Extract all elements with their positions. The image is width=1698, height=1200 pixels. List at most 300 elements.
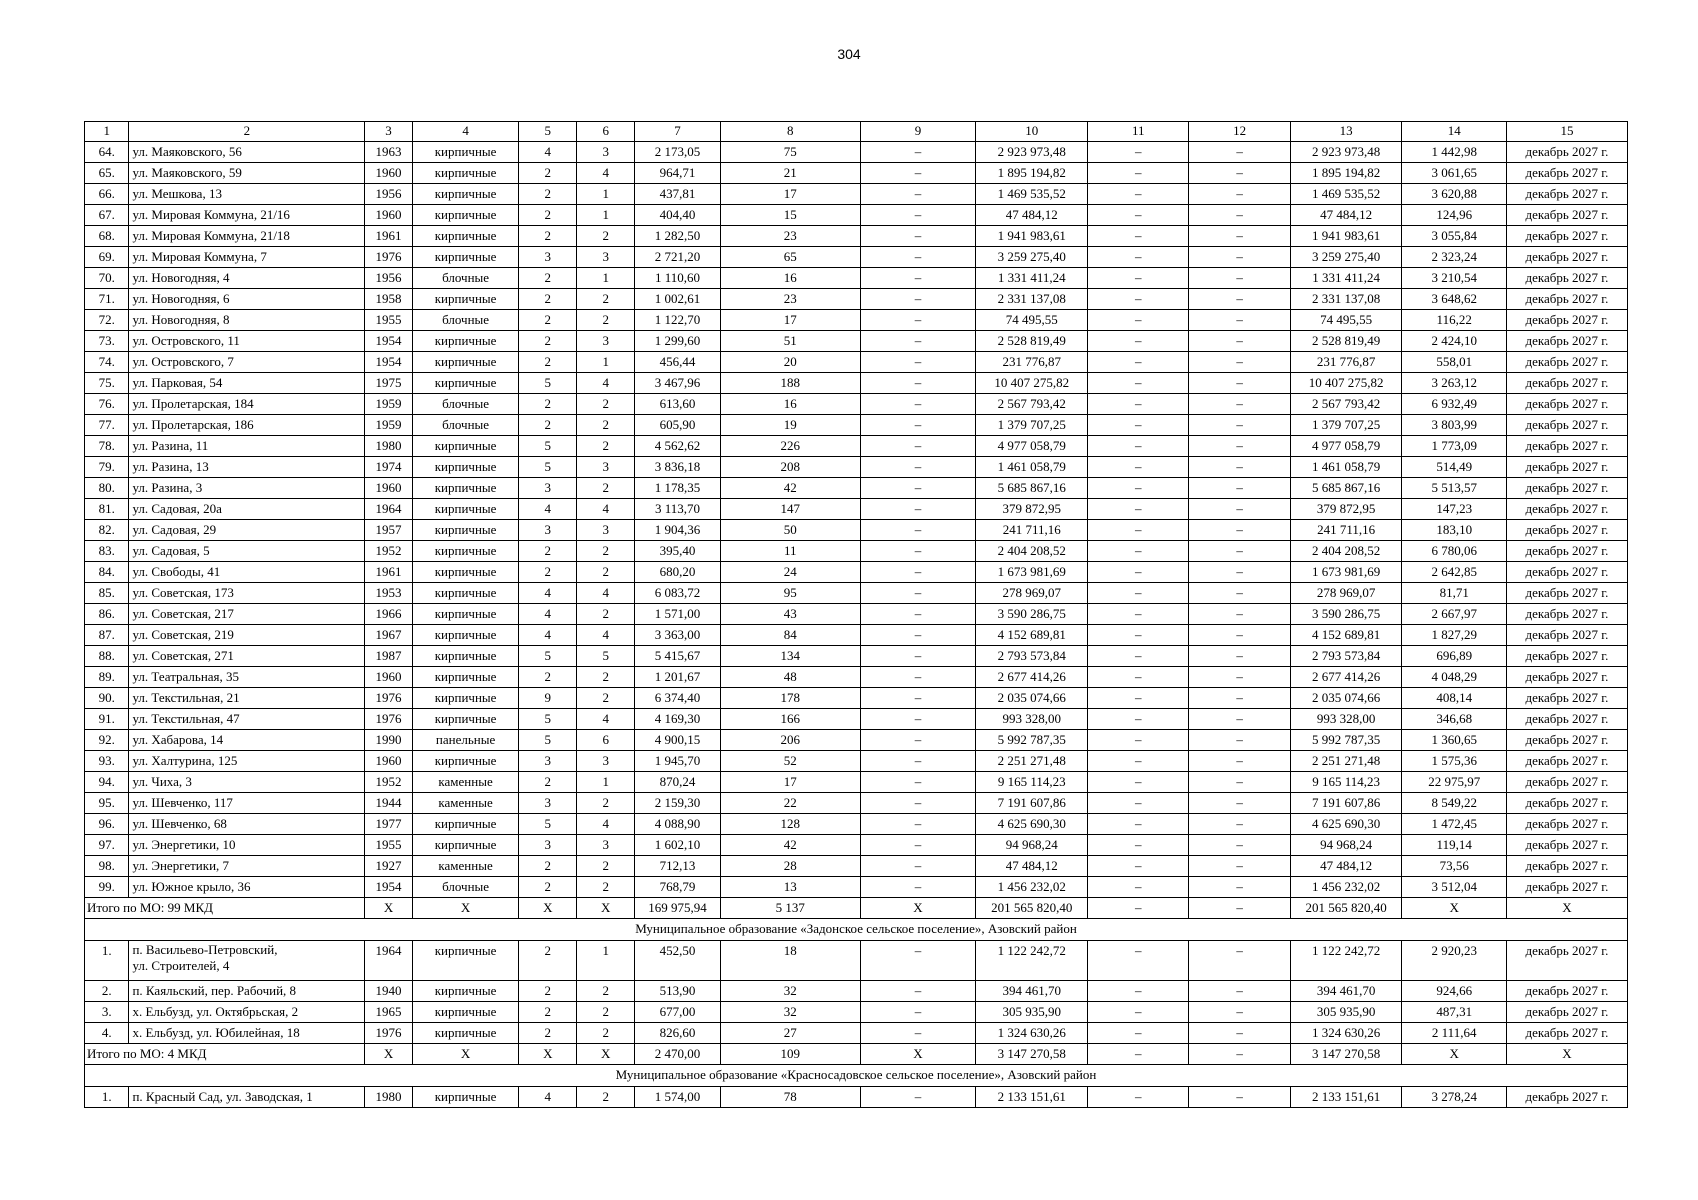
year-cell: 1959 bbox=[365, 415, 413, 436]
residents-cell: 208 bbox=[720, 457, 860, 478]
col11-cell: – bbox=[1088, 709, 1189, 730]
total-cost-cell: 1 379 707,25 bbox=[976, 415, 1088, 436]
total-cost-cell: 2 404 208,52 bbox=[976, 541, 1088, 562]
cost-per-m2-cell: X bbox=[1402, 898, 1506, 919]
col11-cell: – bbox=[1088, 163, 1189, 184]
floors-cell: 4 bbox=[519, 1087, 577, 1108]
deadline-cell: декабрь 2027 г. bbox=[1506, 814, 1627, 835]
total-cost-cell: 379 872,95 bbox=[976, 499, 1088, 520]
col9-cell: – bbox=[860, 772, 976, 793]
fund-cost-cell: 379 872,95 bbox=[1290, 499, 1402, 520]
col9-cell: – bbox=[860, 289, 976, 310]
address-cell: ул. Мировая Коммуна, 7 bbox=[129, 247, 365, 268]
col12-cell: – bbox=[1189, 941, 1290, 981]
entrances-cell: 2 bbox=[577, 478, 635, 499]
area-cell: 605,90 bbox=[635, 415, 721, 436]
table-row bbox=[85, 835, 1628, 856]
cost-per-m2-cell: 73,56 bbox=[1402, 856, 1506, 877]
wall-material-cell: кирпичные bbox=[412, 520, 519, 541]
col11-cell: – bbox=[1088, 625, 1189, 646]
col11-cell: – bbox=[1088, 877, 1189, 898]
cost-per-m2-cell: 81,71 bbox=[1402, 583, 1506, 604]
deadline-cell: декабрь 2027 г. bbox=[1506, 163, 1627, 184]
col9-cell: – bbox=[860, 751, 976, 772]
cost-per-m2-cell: 147,23 bbox=[1402, 499, 1506, 520]
cost-per-m2-cell: 2 667,97 bbox=[1402, 604, 1506, 625]
fund-cost-cell: 3 590 286,75 bbox=[1290, 604, 1402, 625]
col12-cell: – bbox=[1189, 856, 1290, 877]
fund-cost-cell: 3 259 275,40 bbox=[1290, 247, 1402, 268]
wall-material-cell: кирпичные bbox=[412, 814, 519, 835]
col9-cell: – bbox=[860, 941, 976, 981]
address-cell: ул. Пролетарская, 184 bbox=[129, 394, 365, 415]
residents-cell: 32 bbox=[720, 1002, 860, 1023]
residents-cell: 23 bbox=[720, 226, 860, 247]
col12-cell: – bbox=[1189, 457, 1290, 478]
fund-cost-cell: 2 567 793,42 bbox=[1290, 394, 1402, 415]
floors-cell: X bbox=[519, 1044, 577, 1065]
floors-cell: 2 bbox=[519, 394, 577, 415]
area-cell: 677,00 bbox=[635, 1002, 721, 1023]
total-cost-cell: 1 469 535,52 bbox=[976, 184, 1088, 205]
residents-cell: 166 bbox=[720, 709, 860, 730]
section-heading-c bbox=[85, 1065, 1628, 1087]
address-cell: ул. Маяковского, 59 bbox=[129, 163, 365, 184]
table-row bbox=[85, 814, 1628, 835]
col11-cell: – bbox=[1088, 583, 1189, 604]
entrances-cell: 4 bbox=[577, 814, 635, 835]
col12-cell: – bbox=[1189, 604, 1290, 625]
deadline-cell: декабрь 2027 г. bbox=[1506, 877, 1627, 898]
residents-cell: 16 bbox=[720, 394, 860, 415]
col11-cell: – bbox=[1088, 688, 1189, 709]
entrances-cell: 2 bbox=[577, 856, 635, 877]
area-cell: 1 602,10 bbox=[635, 835, 721, 856]
year-cell: 1960 bbox=[365, 667, 413, 688]
wall-material-cell: кирпичные bbox=[412, 941, 519, 981]
residents-cell: 42 bbox=[720, 478, 860, 499]
entrances-cell: 4 bbox=[577, 163, 635, 184]
deadline-cell: декабрь 2027 г. bbox=[1506, 835, 1627, 856]
year-cell: 1952 bbox=[365, 541, 413, 562]
col11-cell: – bbox=[1088, 814, 1189, 835]
total-cost-cell: 4 625 690,30 bbox=[976, 814, 1088, 835]
area-cell: 6 083,72 bbox=[635, 583, 721, 604]
wall-material-cell: X bbox=[412, 898, 519, 919]
wall-material-cell: кирпичные bbox=[412, 478, 519, 499]
fund-cost-cell: 1 469 535,52 bbox=[1290, 184, 1402, 205]
deadline-cell: декабрь 2027 г. bbox=[1506, 688, 1627, 709]
cost-per-m2-cell: 2 323,24 bbox=[1402, 247, 1506, 268]
col12-cell: – bbox=[1189, 373, 1290, 394]
year-cell: 1987 bbox=[365, 646, 413, 667]
col9-cell: – bbox=[860, 499, 976, 520]
table-row bbox=[85, 583, 1628, 604]
row-number-cell: 88. bbox=[85, 646, 129, 667]
deadline-cell: декабрь 2027 г. bbox=[1506, 331, 1627, 352]
area-cell: 712,13 bbox=[635, 856, 721, 877]
deadline-cell: декабрь 2027 г. bbox=[1506, 941, 1627, 981]
total-cost-cell: 2 793 573,84 bbox=[976, 646, 1088, 667]
address-cell: ул. Маяковского, 56 bbox=[129, 142, 365, 163]
col9-cell: – bbox=[860, 583, 976, 604]
fund-cost-cell: 4 625 690,30 bbox=[1290, 814, 1402, 835]
entrances-cell: 4 bbox=[577, 373, 635, 394]
column-number-header: 1 bbox=[85, 122, 129, 142]
wall-material-cell: кирпичные bbox=[412, 184, 519, 205]
row-number-cell: 68. bbox=[85, 226, 129, 247]
area-cell: 169 975,94 bbox=[635, 898, 721, 919]
col12-cell: – bbox=[1189, 247, 1290, 268]
residents-cell: 27 bbox=[720, 1023, 860, 1044]
col9-cell: – bbox=[860, 562, 976, 583]
column-number-header: 5 bbox=[519, 122, 577, 142]
entrances-cell: 2 bbox=[577, 541, 635, 562]
row-number-cell: 84. bbox=[85, 562, 129, 583]
col12-cell: – bbox=[1189, 1023, 1290, 1044]
col12-cell: – bbox=[1189, 835, 1290, 856]
total-cost-cell: 2 331 137,08 bbox=[976, 289, 1088, 310]
entrances-cell: 2 bbox=[577, 793, 635, 814]
address-cell: ул. Мировая Коммуна, 21/16 bbox=[129, 205, 365, 226]
address-cell: ул. Свободы, 41 bbox=[129, 562, 365, 583]
table-row bbox=[85, 499, 1628, 520]
area-cell: 1 201,67 bbox=[635, 667, 721, 688]
address-cell bbox=[129, 941, 365, 981]
wall-material-cell: блочные bbox=[412, 877, 519, 898]
deadline-cell: декабрь 2027 г. bbox=[1506, 184, 1627, 205]
col11-cell: – bbox=[1088, 772, 1189, 793]
col9-cell: – bbox=[860, 205, 976, 226]
deadline-cell: декабрь 2027 г. bbox=[1506, 478, 1627, 499]
col9-cell: – bbox=[860, 667, 976, 688]
total-cost-cell: 2 251 271,48 bbox=[976, 751, 1088, 772]
area-cell: 680,20 bbox=[635, 562, 721, 583]
section-title-cell: Муниципальное образование «Задонское сельское поселение», Азовский район bbox=[85, 919, 1628, 941]
deadline-cell: декабрь 2027 г. bbox=[1506, 457, 1627, 478]
col12-cell: – bbox=[1189, 268, 1290, 289]
residents-cell: 206 bbox=[720, 730, 860, 751]
cost-per-m2-cell: 514,49 bbox=[1402, 457, 1506, 478]
row-number-cell: 90. bbox=[85, 688, 129, 709]
col12-cell: – bbox=[1189, 898, 1290, 919]
row-number-cell: 87. bbox=[85, 625, 129, 646]
floors-cell: 2 bbox=[519, 205, 577, 226]
col12-cell: – bbox=[1189, 709, 1290, 730]
address-cell: ул. Энергетики, 7 bbox=[129, 856, 365, 877]
entrances-cell: 2 bbox=[577, 226, 635, 247]
residents-cell: 43 bbox=[720, 604, 860, 625]
deadline-cell: декабрь 2027 г. bbox=[1506, 772, 1627, 793]
deadline-cell: декабрь 2027 г. bbox=[1506, 793, 1627, 814]
residents-cell: 42 bbox=[720, 835, 860, 856]
year-cell: 1976 bbox=[365, 1023, 413, 1044]
column-number-header: 11 bbox=[1088, 122, 1189, 142]
wall-material-cell: кирпичные bbox=[412, 226, 519, 247]
total-row-a bbox=[85, 898, 1628, 919]
cost-per-m2-cell: 924,66 bbox=[1402, 981, 1506, 1002]
table-row bbox=[85, 562, 1628, 583]
year-cell: 1940 bbox=[365, 981, 413, 1002]
floors-cell: 4 bbox=[519, 499, 577, 520]
col11-cell: – bbox=[1088, 436, 1189, 457]
fund-cost-cell: 305 935,90 bbox=[1290, 1002, 1402, 1023]
fund-cost-cell: 47 484,12 bbox=[1290, 856, 1402, 877]
residents-cell: 17 bbox=[720, 184, 860, 205]
cost-per-m2-cell: 1 472,45 bbox=[1402, 814, 1506, 835]
column-number-header: 3 bbox=[365, 122, 413, 142]
col9-cell: – bbox=[860, 856, 976, 877]
col9-cell: – bbox=[860, 331, 976, 352]
cost-per-m2-cell: 116,22 bbox=[1402, 310, 1506, 331]
table-row bbox=[85, 981, 1628, 1002]
col11-cell: – bbox=[1088, 1023, 1189, 1044]
residents-cell: 226 bbox=[720, 436, 860, 457]
cost-per-m2-cell: 696,89 bbox=[1402, 646, 1506, 667]
table-row bbox=[85, 142, 1628, 163]
fund-cost-cell: 94 968,24 bbox=[1290, 835, 1402, 856]
residents-cell: 65 bbox=[720, 247, 860, 268]
col12-cell: – bbox=[1189, 499, 1290, 520]
fund-cost-cell: 1 895 194,82 bbox=[1290, 163, 1402, 184]
year-cell: 1961 bbox=[365, 226, 413, 247]
deadline-cell: декабрь 2027 г. bbox=[1506, 415, 1627, 436]
col12-cell: – bbox=[1189, 163, 1290, 184]
entrances-cell: 1 bbox=[577, 352, 635, 373]
col12-cell: – bbox=[1189, 205, 1290, 226]
cost-per-m2-cell: 3 803,99 bbox=[1402, 415, 1506, 436]
residents-cell: 134 bbox=[720, 646, 860, 667]
fund-cost-cell: 1 331 411,24 bbox=[1290, 268, 1402, 289]
total-cost-cell: 1 456 232,02 bbox=[976, 877, 1088, 898]
col9-cell: – bbox=[860, 373, 976, 394]
deadline-cell: декабрь 2027 г. bbox=[1506, 268, 1627, 289]
floors-cell: 4 bbox=[519, 142, 577, 163]
row-number-cell: 70. bbox=[85, 268, 129, 289]
cost-per-m2-cell: 3 278,24 bbox=[1402, 1087, 1506, 1108]
area-cell: 4 900,15 bbox=[635, 730, 721, 751]
cost-per-m2-cell: 6 780,06 bbox=[1402, 541, 1506, 562]
col9-cell: – bbox=[860, 625, 976, 646]
wall-material-cell: кирпичные bbox=[412, 667, 519, 688]
column-number-header: 10 bbox=[976, 122, 1088, 142]
entrances-cell: 1 bbox=[577, 205, 635, 226]
deadline-cell: декабрь 2027 г. bbox=[1506, 520, 1627, 541]
fund-cost-cell: 1 324 630,26 bbox=[1290, 1023, 1402, 1044]
total-cost-cell: 305 935,90 bbox=[976, 1002, 1088, 1023]
wall-material-cell: кирпичные bbox=[412, 604, 519, 625]
table-row bbox=[85, 625, 1628, 646]
row-number-cell: 72. bbox=[85, 310, 129, 331]
address-cell: ул. Новогодняя, 4 bbox=[129, 268, 365, 289]
deadline-cell: декабрь 2027 г. bbox=[1506, 289, 1627, 310]
col11-cell: – bbox=[1088, 373, 1189, 394]
fund-cost-cell: 9 165 114,23 bbox=[1290, 772, 1402, 793]
wall-material-cell: кирпичные bbox=[412, 247, 519, 268]
area-cell: 2 470,00 bbox=[635, 1044, 721, 1065]
col12-cell: – bbox=[1189, 730, 1290, 751]
row-number-cell: 67. bbox=[85, 205, 129, 226]
deadline-cell: декабрь 2027 г. bbox=[1506, 142, 1627, 163]
col9-cell: – bbox=[860, 163, 976, 184]
row-number-cell: 66. bbox=[85, 184, 129, 205]
row-number-cell: 86. bbox=[85, 604, 129, 625]
year-cell: 1953 bbox=[365, 583, 413, 604]
wall-material-cell: кирпичные bbox=[412, 688, 519, 709]
col11-cell: – bbox=[1088, 331, 1189, 352]
table-row bbox=[85, 247, 1628, 268]
deadline-cell: декабрь 2027 г. bbox=[1506, 562, 1627, 583]
table-row bbox=[85, 184, 1628, 205]
col9-cell: – bbox=[860, 835, 976, 856]
col11-cell: – bbox=[1088, 142, 1189, 163]
wall-material-cell: кирпичные bbox=[412, 499, 519, 520]
deadline-cell: декабрь 2027 г. bbox=[1506, 667, 1627, 688]
floors-cell: 4 bbox=[519, 583, 577, 604]
year-cell: 1927 bbox=[365, 856, 413, 877]
wall-material-cell: кирпичные bbox=[412, 646, 519, 667]
cost-per-m2-cell: 3 620,88 bbox=[1402, 184, 1506, 205]
col9-cell: – bbox=[860, 1087, 976, 1108]
col12-cell: – bbox=[1189, 289, 1290, 310]
col11-cell: – bbox=[1088, 289, 1189, 310]
year-cell: 1976 bbox=[365, 688, 413, 709]
year-cell: 1960 bbox=[365, 478, 413, 499]
entrances-cell: 6 bbox=[577, 730, 635, 751]
total-cost-cell: 2 677 414,26 bbox=[976, 667, 1088, 688]
col11-cell: – bbox=[1088, 667, 1189, 688]
fund-cost-cell: 74 495,55 bbox=[1290, 310, 1402, 331]
col11-cell: – bbox=[1088, 751, 1189, 772]
col11-cell: – bbox=[1088, 793, 1189, 814]
col11-cell: – bbox=[1088, 646, 1189, 667]
row-number-cell: 2. bbox=[85, 981, 129, 1002]
area-cell: 513,90 bbox=[635, 981, 721, 1002]
fund-cost-cell: 201 565 820,40 bbox=[1290, 898, 1402, 919]
floors-cell: 2 bbox=[519, 981, 577, 1002]
entrances-cell: 2 bbox=[577, 1002, 635, 1023]
col11-cell: – bbox=[1088, 394, 1189, 415]
wall-material-cell: кирпичные bbox=[412, 331, 519, 352]
col9-cell: – bbox=[860, 247, 976, 268]
year-cell: 1955 bbox=[365, 310, 413, 331]
col11-cell: – bbox=[1088, 1002, 1189, 1023]
row-number-cell: 74. bbox=[85, 352, 129, 373]
cost-per-m2-cell: 3 512,04 bbox=[1402, 877, 1506, 898]
total-cost-cell: 5 685 867,16 bbox=[976, 478, 1088, 499]
address-cell: ул. Разина, 13 bbox=[129, 457, 365, 478]
address-cell: п. Красный Сад, ул. Заводская, 1 bbox=[129, 1087, 365, 1108]
col11-cell: – bbox=[1088, 478, 1189, 499]
col11-cell: – bbox=[1088, 730, 1189, 751]
table-row bbox=[85, 941, 1628, 981]
table-row bbox=[85, 310, 1628, 331]
row-number-cell: 82. bbox=[85, 520, 129, 541]
column-number-header: 6 bbox=[577, 122, 635, 142]
row-number-cell: 81. bbox=[85, 499, 129, 520]
deadline-cell: декабрь 2027 г. bbox=[1506, 646, 1627, 667]
area-cell: 2 721,20 bbox=[635, 247, 721, 268]
row-number-cell: 76. bbox=[85, 394, 129, 415]
wall-material-cell: панельные bbox=[412, 730, 519, 751]
col9-cell: – bbox=[860, 226, 976, 247]
column-number-header: 7 bbox=[635, 122, 721, 142]
col11-cell: – bbox=[1088, 247, 1189, 268]
col9-cell: – bbox=[860, 310, 976, 331]
total-cost-cell: 4 977 058,79 bbox=[976, 436, 1088, 457]
area-cell: 452,50 bbox=[635, 941, 721, 981]
year-cell: 1975 bbox=[365, 373, 413, 394]
table-row bbox=[85, 730, 1628, 751]
address-cell: ул. Островского, 11 bbox=[129, 331, 365, 352]
fund-cost-cell: 1 379 707,25 bbox=[1290, 415, 1402, 436]
cost-per-m2-cell: 183,10 bbox=[1402, 520, 1506, 541]
address-cell: х. Ельбузд, ул. Юбилейная, 18 bbox=[129, 1023, 365, 1044]
row-number-cell: 83. bbox=[85, 541, 129, 562]
residents-cell: 32 bbox=[720, 981, 860, 1002]
address-cell: ул. Парковая, 54 bbox=[129, 373, 365, 394]
housing-program-table bbox=[84, 121, 1628, 1108]
area-cell: 1 002,61 bbox=[635, 289, 721, 310]
total-cost-cell: 278 969,07 bbox=[976, 583, 1088, 604]
floors-cell: 5 bbox=[519, 373, 577, 394]
col12-cell: – bbox=[1189, 1087, 1290, 1108]
fund-cost-cell: 4 977 058,79 bbox=[1290, 436, 1402, 457]
table-row bbox=[85, 436, 1628, 457]
residents-cell: 18 bbox=[720, 941, 860, 981]
cost-per-m2-cell: 119,14 bbox=[1402, 835, 1506, 856]
area-cell: 768,79 bbox=[635, 877, 721, 898]
year-cell: 1965 bbox=[365, 1002, 413, 1023]
year-cell: 1956 bbox=[365, 268, 413, 289]
row-number-cell: 69. bbox=[85, 247, 129, 268]
year-cell: 1964 bbox=[365, 499, 413, 520]
col9-cell: – bbox=[860, 981, 976, 1002]
total-cost-cell: 241 711,16 bbox=[976, 520, 1088, 541]
col12-cell: – bbox=[1189, 877, 1290, 898]
address-cell: ул. Советская, 219 bbox=[129, 625, 365, 646]
wall-material-cell: кирпичные bbox=[412, 142, 519, 163]
entrances-cell: 2 bbox=[577, 1087, 635, 1108]
table-row bbox=[85, 604, 1628, 625]
address-cell: ул. Островского, 7 bbox=[129, 352, 365, 373]
area-cell: 1 178,35 bbox=[635, 478, 721, 499]
table-row bbox=[85, 331, 1628, 352]
entrances-cell: 2 bbox=[577, 436, 635, 457]
address-cell: х. Ельбузд, ул. Октябрьская, 2 bbox=[129, 1002, 365, 1023]
col12-cell: – bbox=[1189, 667, 1290, 688]
col12-cell: – bbox=[1189, 772, 1290, 793]
year-cell: 1966 bbox=[365, 604, 413, 625]
fund-cost-cell: 2 404 208,52 bbox=[1290, 541, 1402, 562]
wall-material-cell: кирпичные bbox=[412, 709, 519, 730]
wall-material-cell: кирпичные bbox=[412, 1087, 519, 1108]
fund-cost-cell: 1 673 981,69 bbox=[1290, 562, 1402, 583]
col9-cell: – bbox=[860, 415, 976, 436]
column-number-header: 15 bbox=[1506, 122, 1627, 142]
cost-per-m2-cell: 1 442,98 bbox=[1402, 142, 1506, 163]
entrances-cell: 3 bbox=[577, 331, 635, 352]
floors-cell: 2 bbox=[519, 184, 577, 205]
total-cost-cell: 3 147 270,58 bbox=[976, 1044, 1088, 1065]
total-cost-cell: 201 565 820,40 bbox=[976, 898, 1088, 919]
entrances-cell: 3 bbox=[577, 751, 635, 772]
table-row bbox=[85, 163, 1628, 184]
col11-cell: – bbox=[1088, 562, 1189, 583]
fund-cost-cell: 1 122 242,72 bbox=[1290, 941, 1402, 981]
wall-material-cell: кирпичные bbox=[412, 436, 519, 457]
area-cell: 1 282,50 bbox=[635, 226, 721, 247]
